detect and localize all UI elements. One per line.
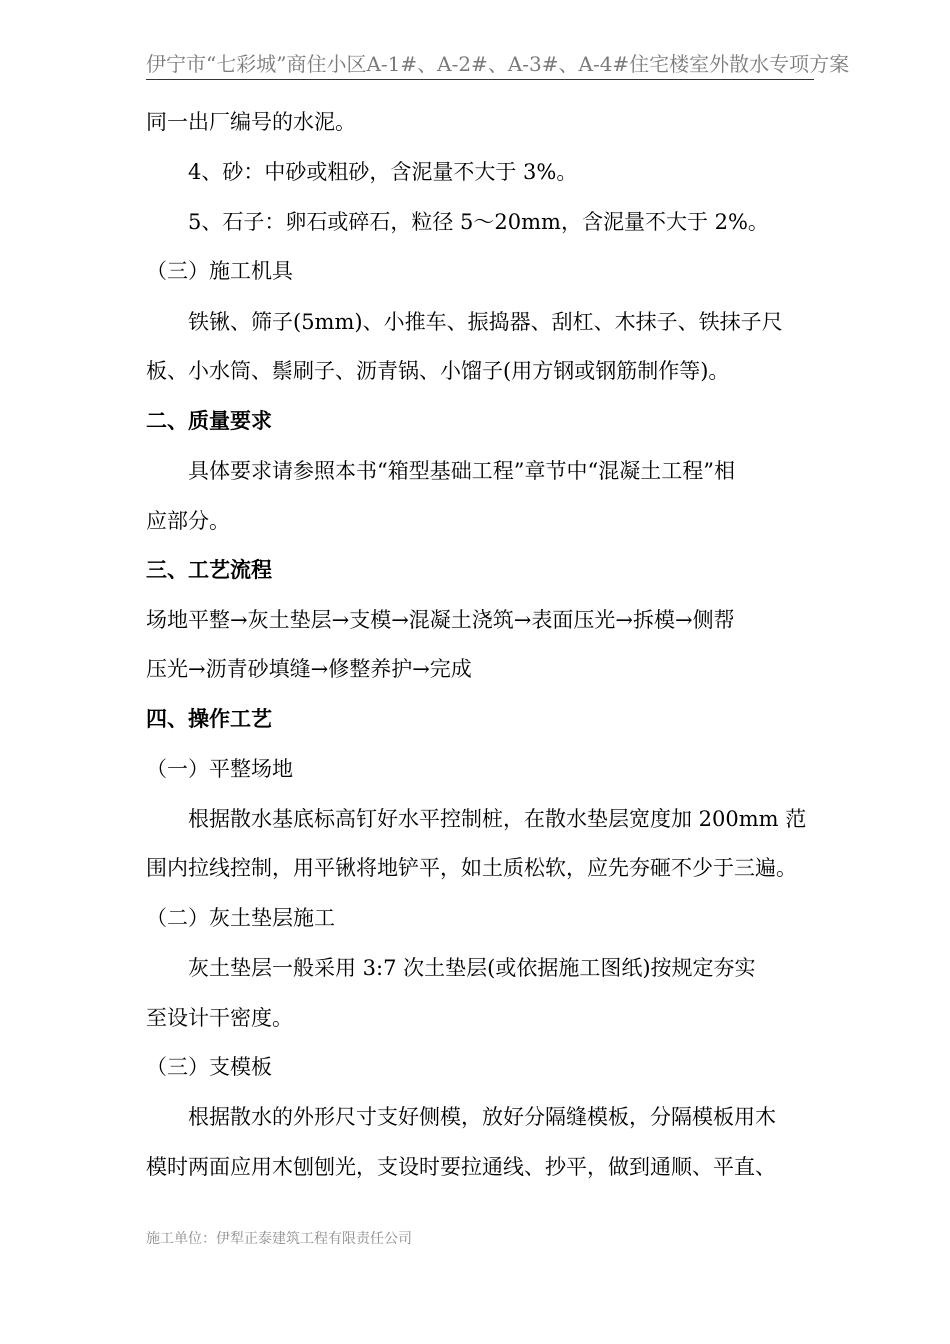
text-line-13: 围内拉线控制，用平锹将地铲平，如土质松软，应先夯砸不少于三遍。: [146, 856, 797, 880]
text-line-8: 应部分。: [146, 509, 230, 533]
section-heading-operation: 四、操作工艺: [146, 707, 272, 731]
header-rule: [146, 79, 814, 80]
text-line-3: 5、石子：卵石或碎石，粒径 5～20mm，含泥量不大于 2%。: [188, 210, 769, 234]
text-line-15: 灰土垫层一般采用 3:7 次土垫层(或依据施工图纸)按规定夯实: [188, 956, 756, 980]
text-line-5: 铁锹、筛子(5mm)、小推车、振捣器、刮杠、木抹子、铁抹子尺: [188, 310, 783, 334]
text-line-7: 具体要求请参照本书“箱型基础工程”章节中“混凝土工程”相: [188, 459, 735, 483]
page-header: 伊宁市“七彩城”商住小区A-1#、A-2#、A-3#、A-4#住宅楼室外散水专项方案: [146, 52, 850, 76]
section-heading-quality: 二、质量要求: [146, 409, 272, 433]
section-heading-process: 三、工艺流程: [146, 558, 272, 582]
subsection-heading-tools: （三）施工机具: [146, 259, 293, 283]
subsection-heading-formwork: （三）支模板: [146, 1055, 272, 1079]
page-footer: 施工单位：伊犁正泰建筑工程有限责任公司: [146, 1231, 412, 1247]
text-line-19: 模时两面应用木刨刨光，支设时要拉通线、抄平，做到通顺、平直、: [146, 1155, 776, 1179]
text-line-12: 根据散水基底标高钉好水平控制桩，在散水垫层宽度加 200mm 范: [188, 807, 807, 831]
subsection-heading-leveling: （一）平整场地: [146, 757, 293, 781]
text-line-1: 同一出厂编号的水泥。: [146, 110, 356, 134]
text-line-16: 至设计干密度。: [146, 1006, 293, 1030]
text-line-6: 板、小水筒、鬃刷子、沥青锅、小馏子(用方钢或钢筋制作等)。: [146, 359, 730, 383]
text-line-18: 根据散水的外形尺寸支好侧模，放好分隔缝模板，分隔模板用木: [188, 1105, 776, 1129]
text-line-9: 场地平整→灰土垫层→支模→混凝土浇筑→表面压光→拆模→侧帮: [146, 608, 735, 632]
subsection-heading-cushion: （二）灰土垫层施工: [146, 906, 335, 930]
text-line-10: 压光→沥青砂填缝→修整养护→完成: [146, 657, 472, 681]
text-line-2: 4、砂：中砂或粗砂，含泥量不大于 3%。: [188, 160, 578, 184]
